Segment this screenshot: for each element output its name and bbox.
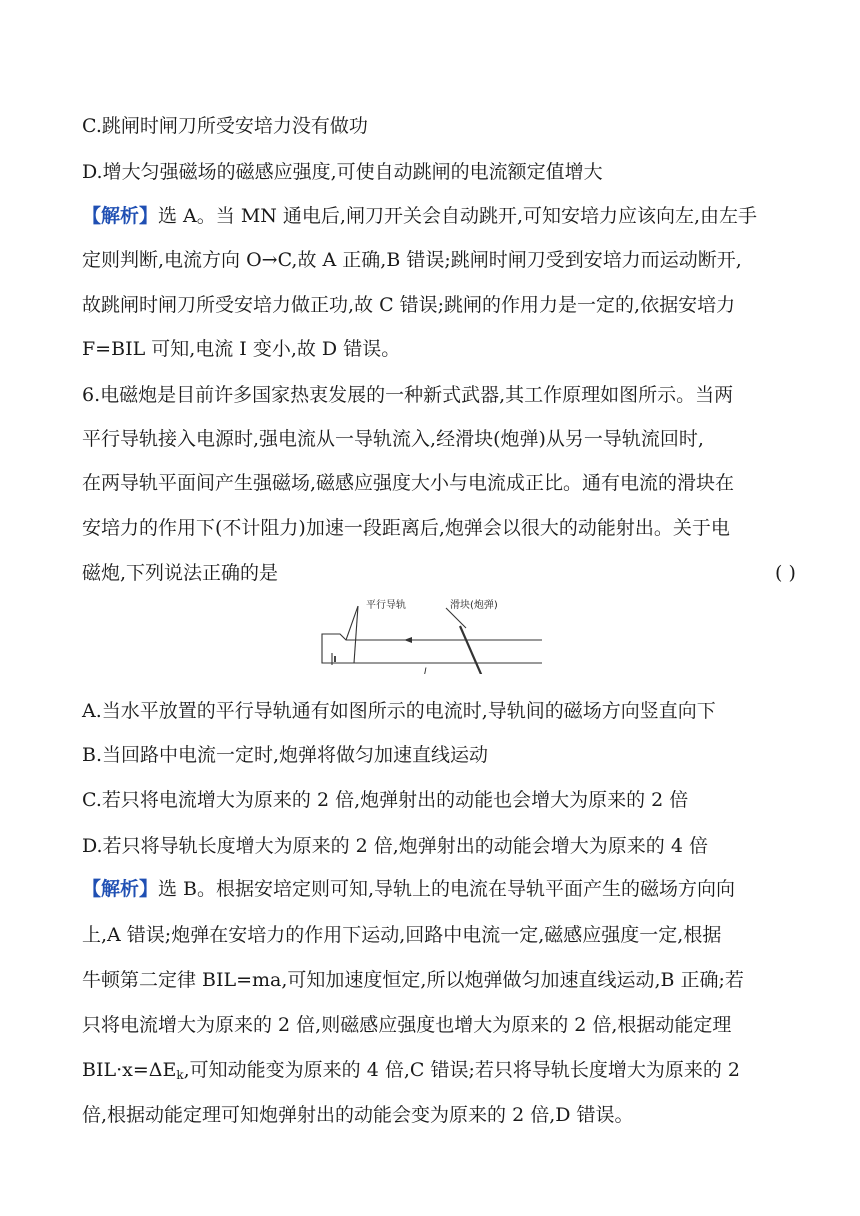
q6-option-b: B.当回路中电流一定时,炮弹将做匀加速直线运动	[82, 744, 489, 766]
q5-analysis-line-3: 故跳闸时闸刀所受安培力做正功,故 C 错误;跳闸的作用力是一定的,依据安培力	[82, 294, 736, 316]
analysis-tag: 【解析】	[82, 205, 159, 227]
q6-analysis-line-6: 倍,根据动能定理可知炮弹射出的动能会变为原来的 2 倍,D 错误。	[82, 1104, 634, 1126]
upper-rail	[322, 634, 542, 640]
q6-analysis-line-3: 牛顿第二定律 BIL=ma,可知加速度恒定,所以炮弹做匀加速直线运动,B 正确;若	[82, 969, 744, 991]
q5-analysis-line-4: F=BIL 可知,电流 I 变小,故 D 错误。	[82, 338, 401, 360]
q6-stem-line-4: 安培力的作用下(不计阻力)加速一段距离后,炮弹会以很大的动能射出。关于电	[82, 517, 730, 539]
q5-analysis-line-2: 定则判断,电流方向 O→C,故 A 正确,B 错误;跳闸时闸刀受到安培力而运动断开,	[82, 249, 742, 271]
q5-analysis-line-1: 【解析】选 A。当 MN 通电后,闸刀开关会自动跳开,可知安培力应该向左,由左手	[82, 205, 758, 227]
current-arrow-icon	[404, 637, 412, 643]
q6-option-c: C.若只将电流增大为原来的 2 倍,炮弹射出的动能也会增大为原来的 2 倍	[82, 789, 689, 811]
q6-analysis-line-5: $BIL\cdot x=\Delta E_k$,可知动能变为原来的 4 倍,C 错误;若只将导轨长度增大为原来的 2	[82, 1059, 740, 1082]
rail-label: 平行导轨	[366, 600, 406, 611]
analysis-tag: 【解析】	[82, 878, 159, 900]
q6-stem-line-2: 平行导轨接入电源时,强电流从一导轨流入,经滑块(炮弹)从另一导轨流回时,	[82, 428, 704, 450]
q6-analysis-line-4: 只将电流增大为原来的 2 倍,则磁感应强度也增大为原来的 2 倍,根据动能定理	[82, 1014, 732, 1036]
slider-pointer	[446, 608, 466, 628]
q6-analysis-line-1: 【解析】选 B。根据安培定则可知,导轨上的电流在导轨平面产生的磁场方向向	[82, 878, 736, 900]
q5-option-c: C.跳闸时闸刀所受安培力没有做功	[82, 115, 368, 137]
current-label: I	[424, 667, 427, 674]
q6-stem-line-1: 6.电磁炮是目前许多国家热衷发展的一种新式武器,其工作原理如图所示。当两	[82, 384, 734, 406]
q5-option-d: D.增大匀强磁场的磁感应强度,可使自动跳闸的电流额定值增大	[82, 161, 603, 183]
q6-analysis-line-2: 上,A 错误;炮弹在安培力的作用下运动,回路中电流一定,磁感应强度一定,根据	[82, 924, 722, 946]
slider-label: 滑块(炮弹)	[450, 600, 498, 611]
q6-stem-line-5: 磁炮,下列说法正确的是	[82, 562, 279, 584]
railgun-diagram	[318, 598, 548, 674]
q6-stem-line-3: 在两导轨平面间产生强磁场,磁感应强度大小与电流成正比。通有电流的滑块在	[82, 472, 735, 494]
power-leads	[322, 659, 542, 663]
q6-option-a: A.当水平放置的平行导轨通有如图所示的电流时,导轨间的磁场方向竖直向下	[82, 700, 716, 722]
answer-paren: ( )	[775, 562, 796, 584]
q6-option-d: D.若只将导轨长度增大为原来的 2 倍,炮弹射出的动能会增大为原来的 4 倍	[82, 835, 708, 857]
slider-projectile	[460, 626, 484, 674]
